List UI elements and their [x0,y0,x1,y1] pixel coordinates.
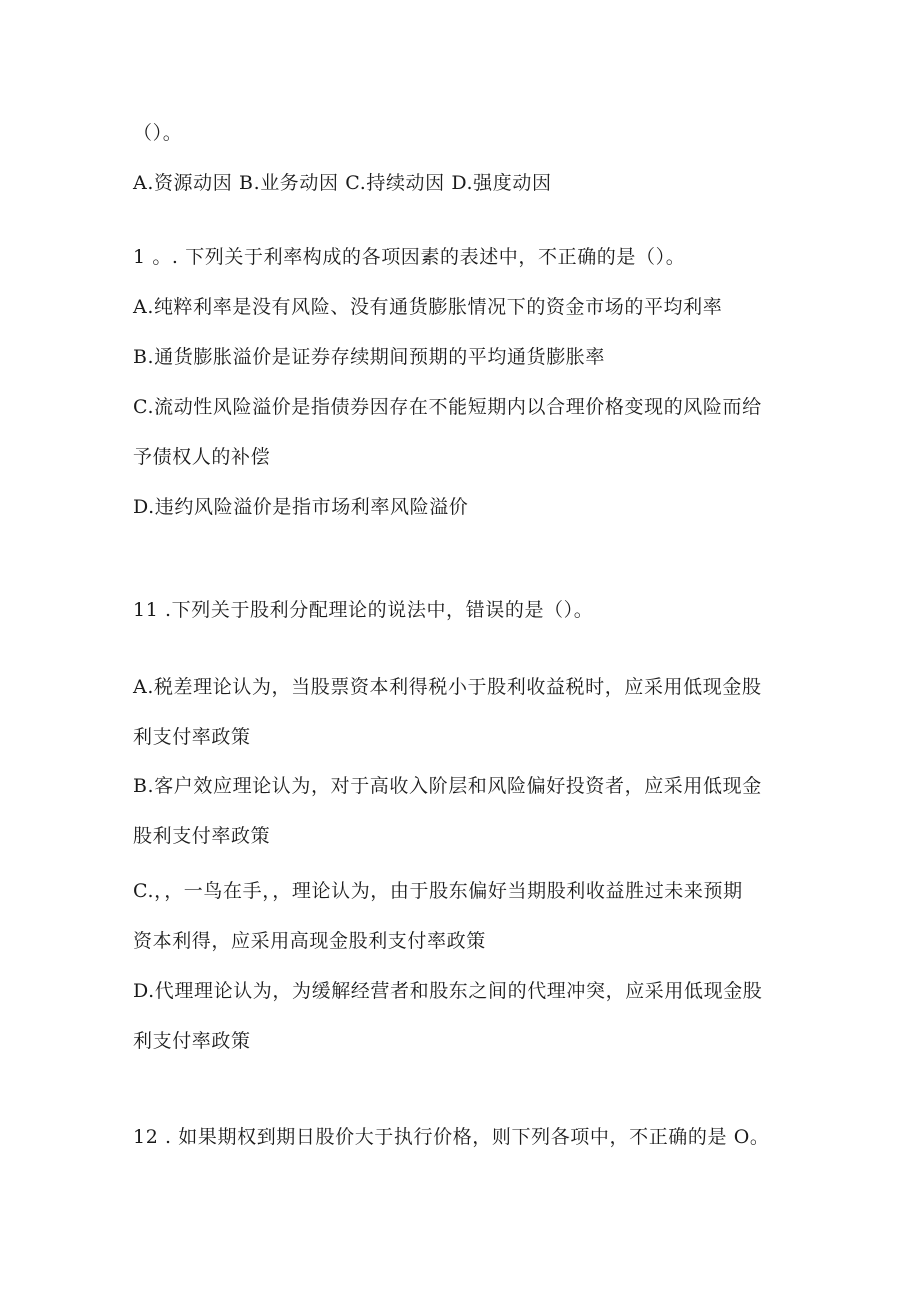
option-c: C.，，一鸟在手，，理论认为，由于股东偏好当期股利收益胜过未来预期 [133,880,743,902]
option-c-continued: 予债权人的补偿 [133,446,271,468]
option-c-continued: 资本利得，应采用高现金股利支付率政策 [133,930,486,952]
text-line-1: （）。 [133,122,183,144]
option-b: B.通货膨胀溢价是证券存续期间预期的平均通货膨胀率 [133,346,606,368]
question-10-text: 1 。. 下列关于利率构成的各项因素的表述中，不正确的是（）。 [133,246,686,268]
option-d: D.违约风险溢价是指市场利率风险溢价 [133,496,469,518]
text-line-2: A.资源动因 B.业务动因 C.持续动因 D.强度动因 [133,172,552,194]
question-11-text: 11 .下列关于股利分配理论的说法中，错误的是（）。 [133,599,594,621]
option-b-continued: 股利支付率政策 [133,825,271,847]
option-a: A.纯粹利率是没有风险、没有通货膨胀情况下的资金市场的平均利率 [133,296,723,318]
option-c: C.流动性风险溢价是指债券因存在不能短期内以合理价格变现的风险而给 [133,396,762,418]
question-12-text: 12 . 如果期权到期日股价大于执行价格，则下列各项中，不正确的是 O。 [133,1126,770,1148]
option-b: B.客户效应理论认为，对于高收入阶层和风险偏好投资者，应采用低现金 [133,775,762,797]
option-a: A.税差理论认为，当股票资本利得税小于股利收益税时，应采用低现金股 [133,676,762,698]
option-d-continued: 利支付率政策 [133,1030,251,1052]
option-d: D.代理理论认为，为缓解经营者和股东之间的代理冲突，应采用低现金股 [133,980,763,1002]
option-a-continued: 利支付率政策 [133,726,251,748]
